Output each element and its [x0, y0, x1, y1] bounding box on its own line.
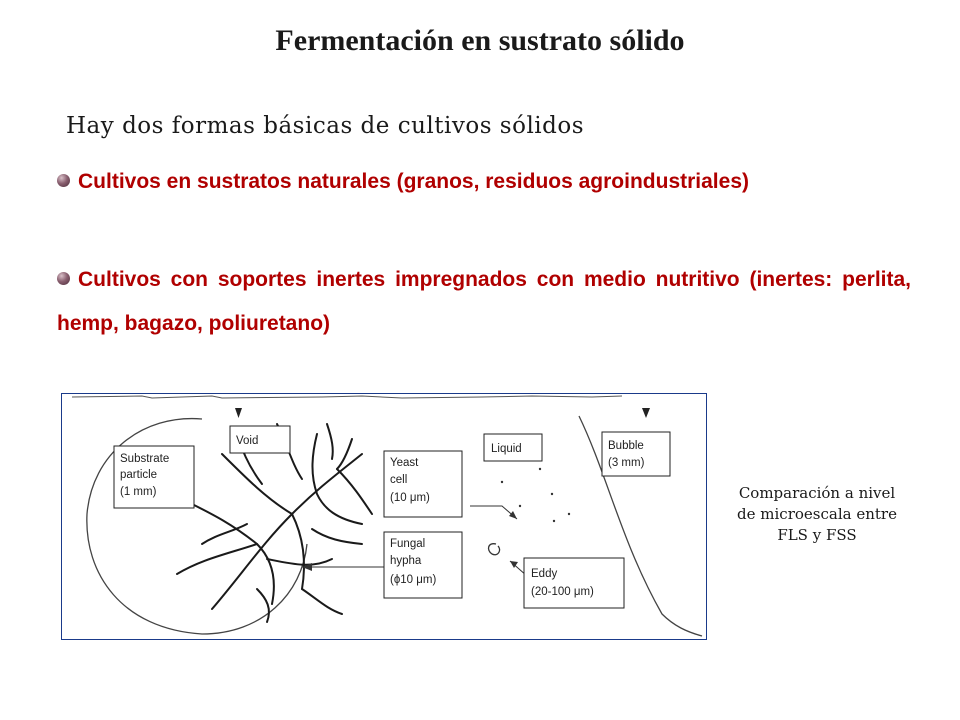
label-liquid: [484, 434, 542, 461]
bubble-line-2: (3 mm): [608, 457, 645, 469]
label-substrate-particle: [114, 446, 194, 508]
label-void: [230, 426, 290, 453]
yeast-line-1: Yeast: [390, 457, 419, 469]
eddy-line-1: Eddy: [531, 568, 558, 580]
bubble-line-1: Bubble: [608, 440, 644, 452]
yeast-line-3: (10 μm): [390, 492, 430, 504]
slide-title: Fermentación en sustrato sólido: [275, 24, 685, 57]
liquid-text: Liquid: [491, 443, 522, 455]
microscale-diagram: [61, 393, 707, 640]
bullet-text: Cultivos con soportes inertes impregnados con medio nutritivo (inertes: perlita, hemp, bagazo, poliuretano): [57, 268, 911, 335]
bullet-icon: [57, 272, 70, 285]
bullet-icon: [57, 174, 70, 187]
slide-subtitle: Hay dos formas básicas de cultivos sólidos: [66, 113, 585, 139]
label-bubble: [602, 432, 670, 476]
substrate-line-3: (1 mm): [120, 486, 157, 498]
torn-edge: [72, 396, 622, 398]
figure-caption: Comparación a nivel de microescala entre FLS y FSS: [737, 484, 897, 544]
void-text: Void: [236, 435, 259, 447]
bullet-item-natural-substrates: [57, 160, 911, 204]
void-arrow-icon: [235, 408, 242, 418]
substrate-line-1: Substrate: [120, 453, 170, 465]
fungal-hyphae: [177, 424, 372, 622]
fungal-line-3: (ϕ10 μm): [390, 574, 437, 586]
label-fungal-hypha: [384, 532, 462, 598]
label-yeast-cell: [384, 451, 462, 517]
fungal-line-2: hypha: [390, 555, 422, 567]
yeast-line-2: cell: [390, 474, 408, 486]
label-eddy: [524, 558, 624, 608]
eddy-swirl-icon: [489, 544, 500, 555]
eddy-line-2: (20-100 μm): [531, 586, 594, 598]
bullet-item-inert-supports: [57, 258, 911, 346]
fungal-line-1: Fungal: [390, 538, 426, 550]
diagram-canvas: [62, 394, 706, 639]
yeast-pointer-arrowhead: [509, 511, 517, 519]
substrate-line-2: particle: [120, 469, 158, 481]
bullet-text: Cultivos en sustratos naturales (granos, residuos agroindustriales): [78, 170, 749, 193]
bubble-arrow-icon: [642, 408, 650, 418]
